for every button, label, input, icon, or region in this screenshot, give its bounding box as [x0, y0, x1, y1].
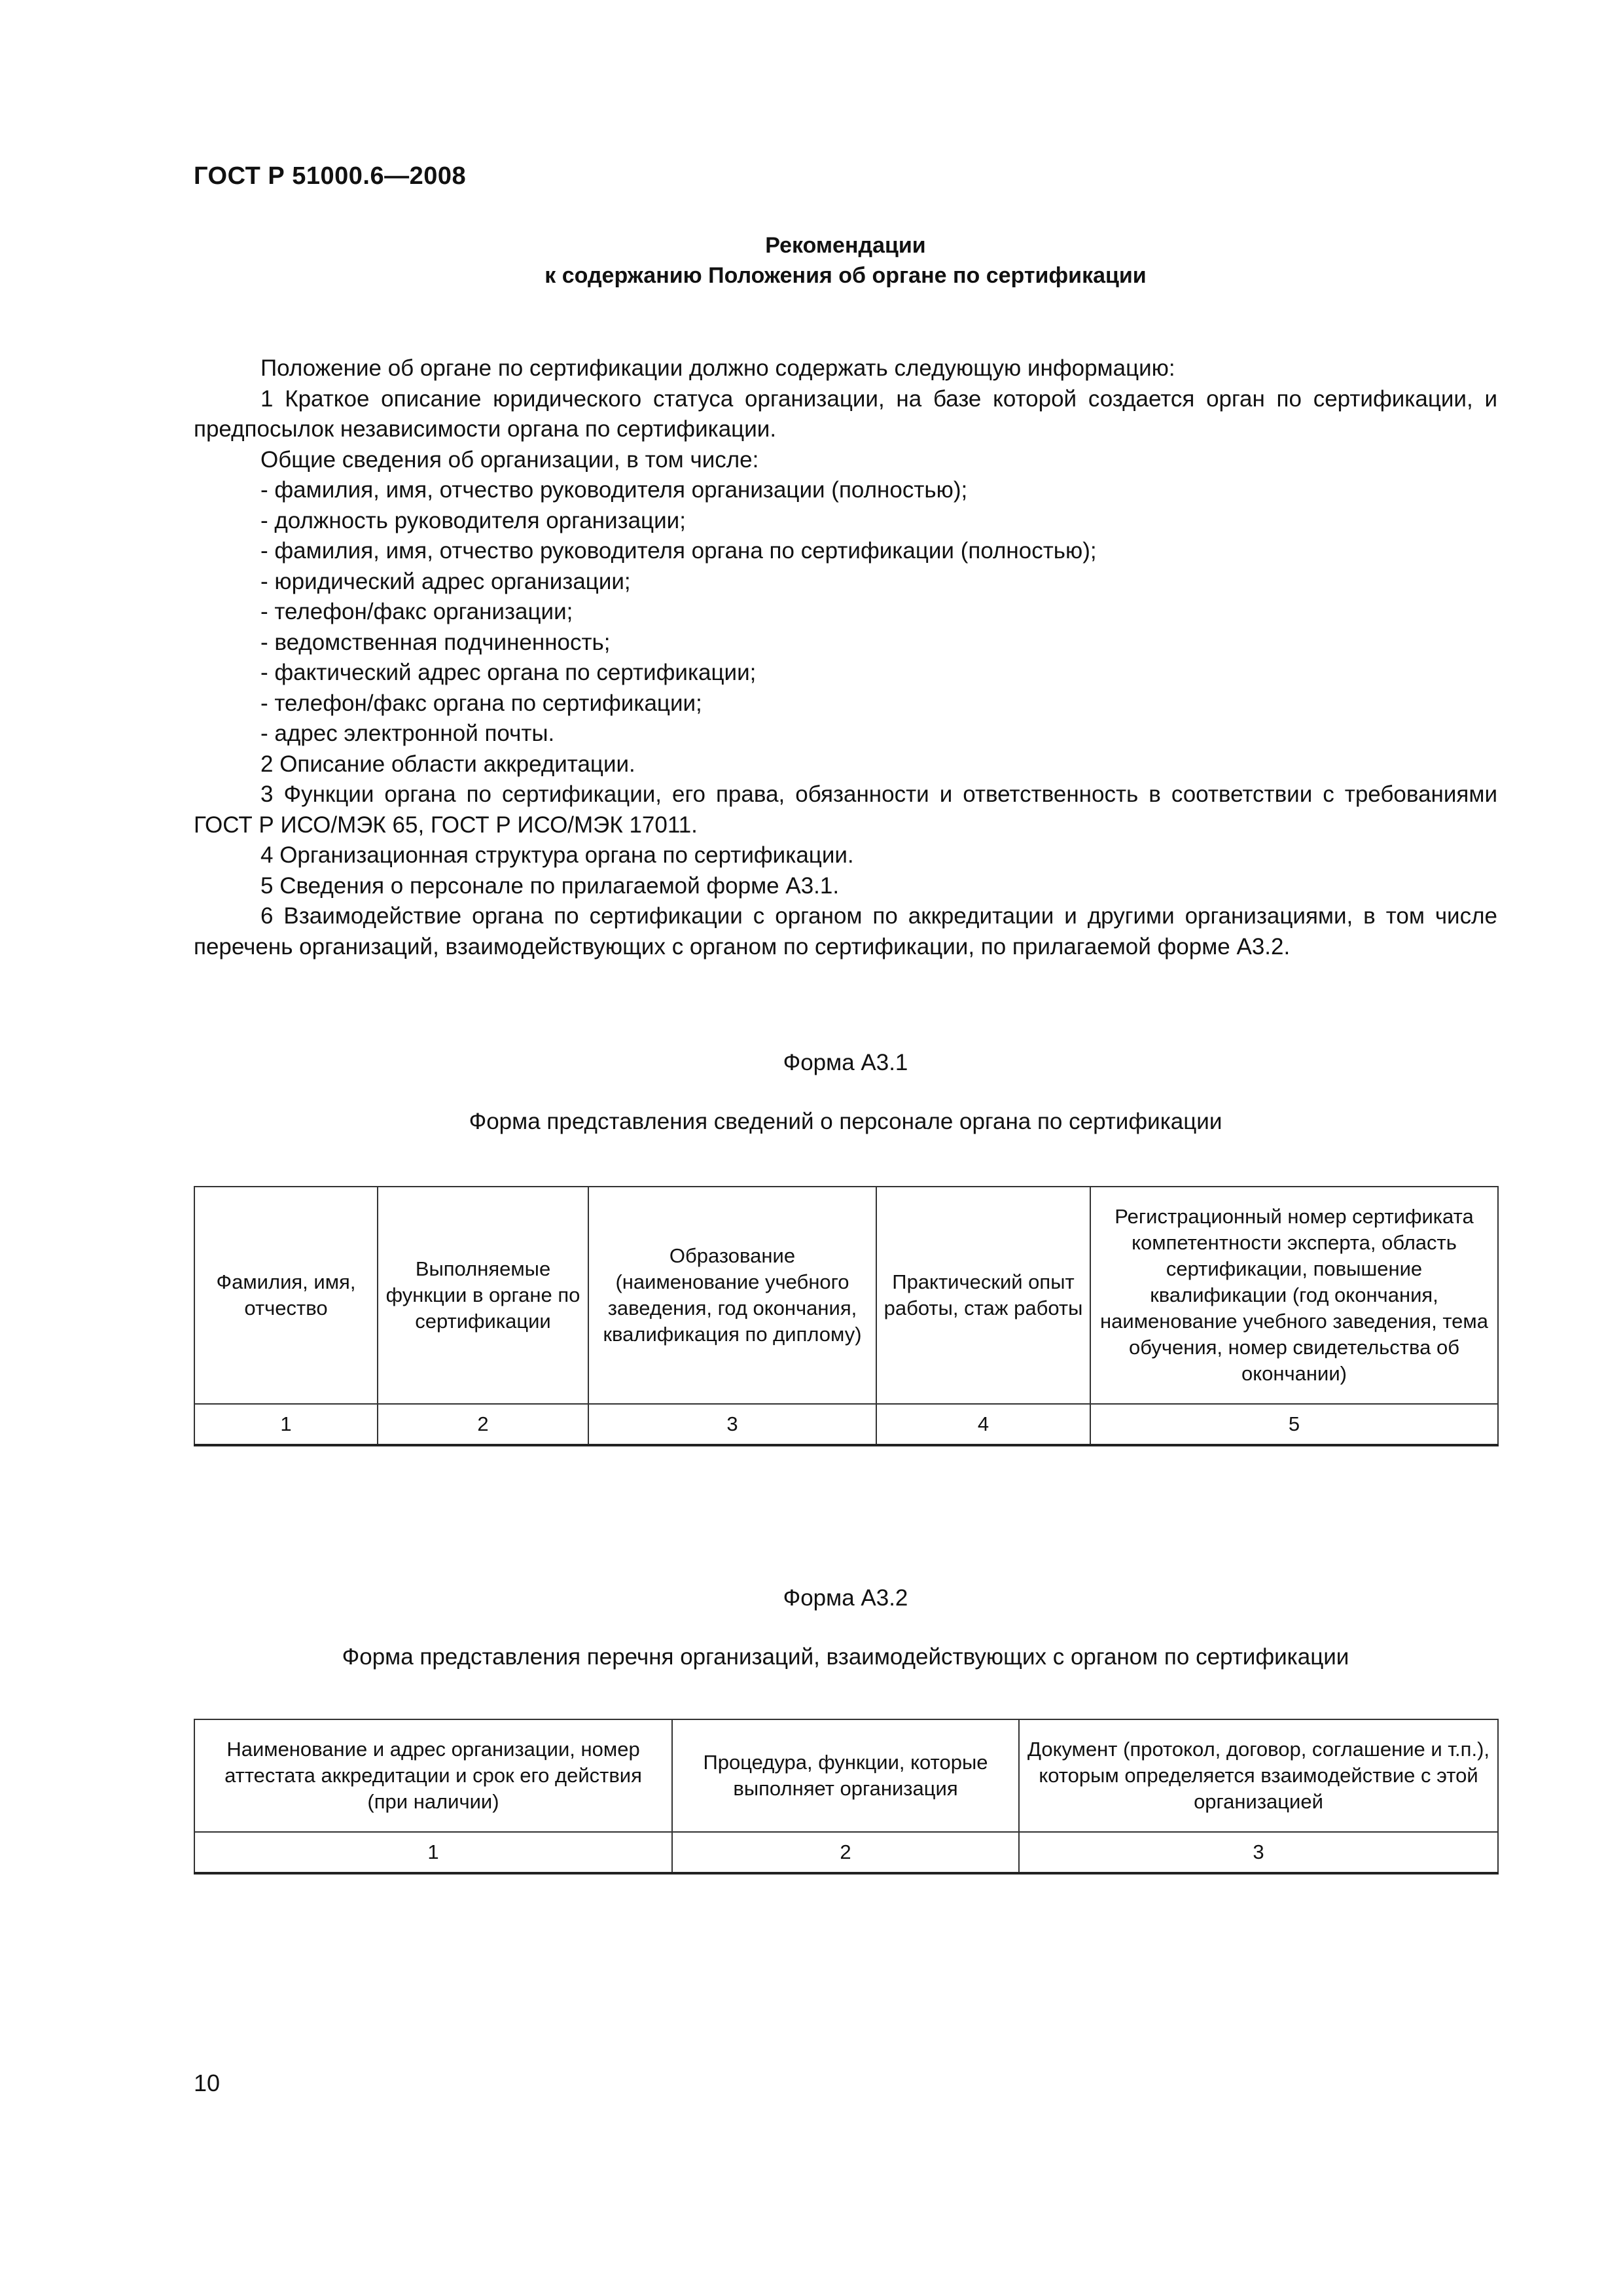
item-2: 2 Описание области аккредитации.	[260, 751, 635, 777]
table-header-row	[194, 1187, 1498, 1404]
table-header-cell: Регистрационный номер сертификата компетентности эксперта, область сертификации, повышение квалификации (год окончания, наименование учебного заведения, тема обучения, номер свидетельства об окончании)	[1090, 1187, 1498, 1404]
form2-label: Форма А3.2	[783, 1585, 908, 1611]
table-number-cell: 3	[588, 1404, 876, 1445]
table-header-cell: Наименование и адрес организации, номер аттестата аккредитации и срок его действия (при наличии)	[194, 1719, 672, 1832]
table-number-cell: 2	[672, 1832, 1019, 1873]
table-number-row	[194, 1832, 1498, 1873]
list-item: - телефон/факс органа по сертификации;	[260, 690, 702, 716]
table-number-cell: 4	[876, 1404, 1090, 1445]
list-item: - должность руководителя организации;	[260, 507, 686, 533]
form2-caption: Форма представления перечня организаций, взаимодействующих с органом по сертификации	[342, 1644, 1349, 1670]
table-number-cell: 3	[1019, 1832, 1498, 1873]
form1-label: Форма А3.1	[783, 1050, 908, 1075]
list-item: - фамилия, имя, отчество руководителя организации (полностью);	[260, 477, 968, 503]
table-header-cell: Выполняемые функции в органе по сертификации	[378, 1187, 588, 1404]
section-title	[194, 230, 1497, 291]
table-number-cell: 1	[194, 1404, 378, 1445]
table-header-cell: Процедура, функции, которые выполняет организация	[672, 1719, 1019, 1832]
title-line-1: Рекомендации	[765, 233, 926, 258]
table-header-cell: Документ (протокол, договор, соглашение и т.п.), которым определяется взаимодействие с этой организацией	[1019, 1719, 1498, 1832]
table-number-cell: 1	[194, 1832, 672, 1873]
table-header-cell: Фамилия, имя, отчество	[194, 1187, 378, 1404]
title-line-2: к содержанию Положения об органе по сертификации	[544, 263, 1147, 288]
item-1: 1 Краткое описание юридического статуса организации, на базе которой создается орган по сертификации, и предпосылок независимости органа по сертификации.	[194, 386, 1497, 442]
table-number-row	[194, 1404, 1498, 1445]
list-item: - фамилия, имя, отчество руководителя органа по сертификации (полностью);	[260, 538, 1097, 564]
table-header-cell: Образование (наименование учебного заведения, год окончания, квалификация по диплому)	[588, 1187, 876, 1404]
table-number-cell: 2	[378, 1404, 588, 1445]
table-header-cell: Практический опыт работы, стаж работы	[876, 1187, 1090, 1404]
document-header: ГОСТ Р 51000.6—2008	[194, 162, 467, 190]
intro-paragraph: Положение об органе по сертификации должно содержать следующую информацию:	[260, 355, 1175, 381]
list-item: - ведомственная подчиненность;	[260, 629, 611, 655]
table-header-row	[194, 1719, 1498, 1832]
table-number-cell: 5	[1090, 1404, 1498, 1445]
personnel-table	[194, 1186, 1499, 1446]
item-6: 6 Взаимодействие органа по сертификации с органом по аккредитации и другими организациями, в том числе перечень организаций, взаимодействующих с органом по сертификации, по прилагаемой форме А3.2.	[194, 903, 1497, 960]
page-number: 10	[194, 2070, 221, 2096]
body-text	[194, 353, 1497, 962]
item-3: 3 Функции органа по сертификации, его права, обязанности и ответственность в соответствии с требованиями ГОСТ Р ИСО/МЭК 65, ГОСТ Р ИСО/МЭК 17011.	[194, 781, 1497, 838]
general-info: Общие сведения об организации, в том числе:	[260, 446, 759, 473]
form1-caption: Форма представления сведений о персонале органа по сертификации	[469, 1109, 1222, 1134]
list-item: - адрес электронной почты.	[260, 721, 555, 746]
list-item: - телефон/факс организации;	[260, 599, 573, 624]
organizations-table	[194, 1719, 1499, 1874]
list-item: - юридический адрес организации;	[260, 568, 631, 594]
item-4: 4 Организационная структура органа по сертификации.	[260, 842, 854, 868]
item-5: 5 Сведения о персонале по прилагаемой форме А3.1.	[260, 872, 840, 899]
list-item: - фактический адрес органа по сертификации;	[260, 660, 757, 685]
